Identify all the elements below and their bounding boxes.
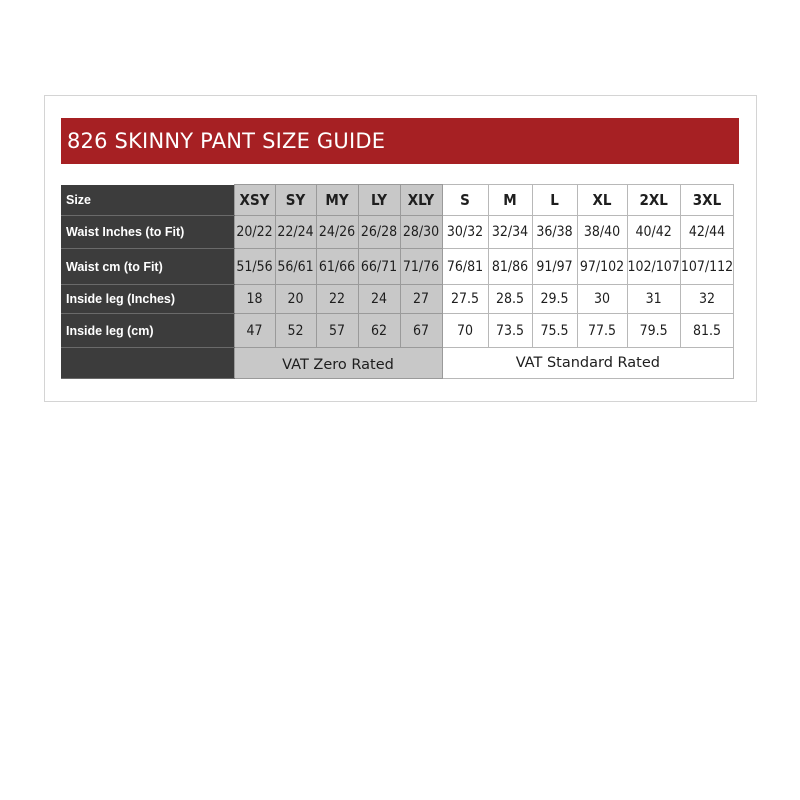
table-cell: 81/86: [488, 249, 532, 285]
table-cell: 20/22: [234, 216, 275, 249]
size-header-cell: S: [442, 185, 488, 216]
table-cell: 30/32: [442, 216, 488, 249]
table-cell: 51/56: [234, 249, 275, 285]
table-cell: 27.5: [442, 285, 488, 314]
table-cell: 76/81: [442, 249, 488, 285]
table-row: [61, 249, 734, 285]
page-title: 826 SKINNY PANT SIZE GUIDE: [61, 118, 739, 164]
vat-row: [61, 348, 734, 379]
table-cell: 36/38: [532, 216, 577, 249]
size-table: [61, 184, 734, 379]
size-header-label: Size: [61, 185, 234, 216]
size-header-cell: XL: [577, 185, 627, 216]
size-header-row: [61, 185, 734, 216]
table-cell: 57: [316, 314, 358, 348]
table-cell: 29.5: [532, 285, 577, 314]
table-cell: 70: [442, 314, 488, 348]
table-cell: 97/102: [577, 249, 627, 285]
table-cell: 18: [234, 285, 275, 314]
table-cell: 107/112: [680, 249, 733, 285]
row-label: Waist cm (to Fit): [61, 249, 234, 285]
table-cell: 91/97: [532, 249, 577, 285]
size-header-cell: MY: [316, 185, 358, 216]
table-cell: 52: [275, 314, 316, 348]
table-row: [61, 314, 734, 348]
row-label: Inside leg (cm): [61, 314, 234, 348]
vat-zero-rated-label: VAT Zero Rated: [234, 348, 442, 379]
table-cell: 40/42: [627, 216, 680, 249]
table-row: [61, 216, 734, 249]
table-cell: 27: [400, 285, 442, 314]
table-cell: 42/44: [680, 216, 733, 249]
table-cell: 81.5: [680, 314, 733, 348]
table-cell: 38/40: [577, 216, 627, 249]
table-cell: 24: [358, 285, 400, 314]
table-cell: 26/28: [358, 216, 400, 249]
table-cell: 30: [577, 285, 627, 314]
row-label: Inside leg (Inches): [61, 285, 234, 314]
table-cell: 22/24: [275, 216, 316, 249]
table-cell: 20: [275, 285, 316, 314]
table-cell: 32: [680, 285, 733, 314]
table-cell: 61/66: [316, 249, 358, 285]
size-header-cell: M: [488, 185, 532, 216]
size-header-cell: SY: [275, 185, 316, 216]
vat-standard-rated-label: VAT Standard Rated: [442, 348, 734, 379]
size-header-cell: 2XL: [627, 185, 680, 216]
row-label: Waist Inches (to Fit): [61, 216, 234, 249]
table-cell: 22: [316, 285, 358, 314]
table-cell: 32/34: [488, 216, 532, 249]
table-cell: 71/76: [400, 249, 442, 285]
size-header-cell: XSY: [234, 185, 275, 216]
size-header-cell: 3XL: [680, 185, 733, 216]
size-header-cell: LY: [358, 185, 400, 216]
table-cell: 24/26: [316, 216, 358, 249]
table-cell: 75.5: [532, 314, 577, 348]
table-row: [61, 285, 734, 314]
table-cell: 28/30: [400, 216, 442, 249]
table-cell: 73.5: [488, 314, 532, 348]
table-cell: 66/71: [358, 249, 400, 285]
table-cell: 79.5: [627, 314, 680, 348]
vat-row-label: [61, 348, 234, 379]
table-cell: 77.5: [577, 314, 627, 348]
size-header-cell: XLY: [400, 185, 442, 216]
table-cell: 62: [358, 314, 400, 348]
table-cell: 47: [234, 314, 275, 348]
table-cell: 31: [627, 285, 680, 314]
table-cell: 102/107: [627, 249, 680, 285]
table-cell: 28.5: [488, 285, 532, 314]
table-cell: 67: [400, 314, 442, 348]
size-header-cell: L: [532, 185, 577, 216]
table-cell: 56/61: [275, 249, 316, 285]
